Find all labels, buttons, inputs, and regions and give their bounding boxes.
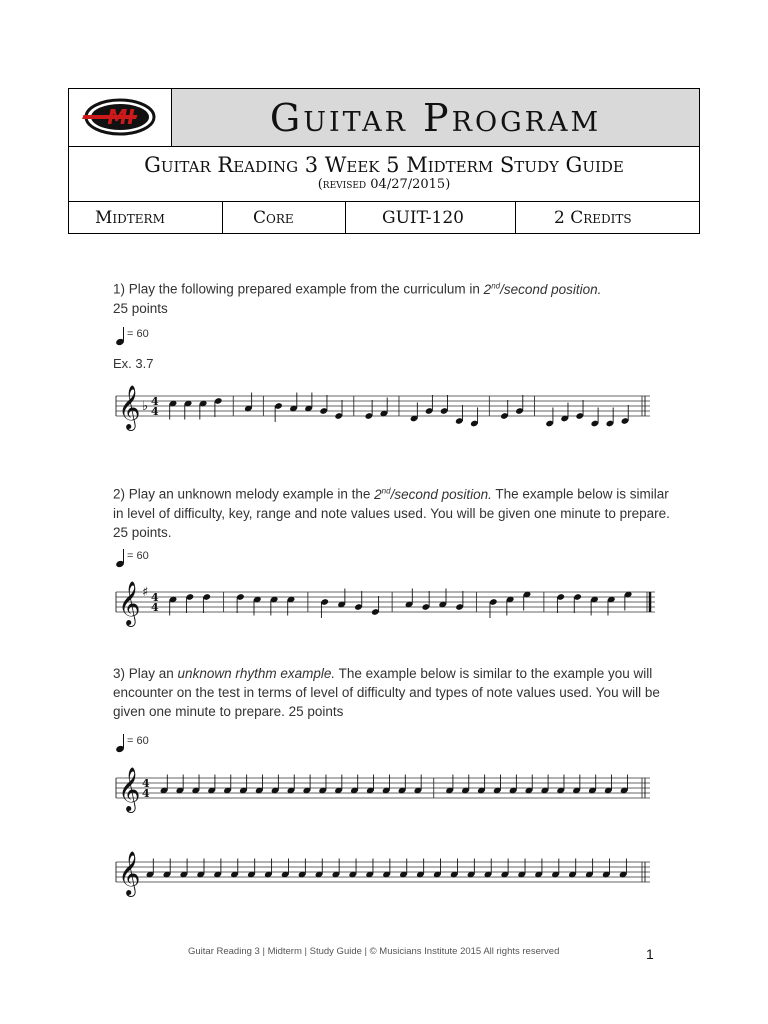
quarter-note-icon — [115, 547, 127, 569]
tempo-marking-1 — [115, 325, 175, 347]
question-2-ordinal: nd — [381, 486, 391, 495]
treble-clef-icon: 𝄞 — [118, 851, 141, 895]
treble-clef-icon: 𝄞 — [118, 767, 141, 811]
cell-midterm: Midterm — [69, 202, 223, 233]
question-1-text: 1) Play the following prepared example from the curriculum in — [113, 281, 484, 297]
page-number: 1 — [646, 946, 654, 962]
question-3-details: The example below is similar to the example you will encounter on the test in terms of level of difficulty and types of note values used. You will be given one minute to prepare. 25 points — [113, 666, 660, 719]
treble-clef-icon: 𝄞 — [118, 581, 141, 625]
tempo-value-1: = 60 — [127, 328, 149, 340]
revised-date: (revised 04/27/2015) — [317, 177, 451, 192]
question-2-details: The example below is similar in level of difficulty, key, range and note values used. You will be given one minute to prepare. 25 points. — [113, 486, 670, 540]
header-middle-row — [69, 147, 699, 202]
mi-logo — [69, 89, 171, 146]
example-label: Ex. 3.7 — [113, 356, 154, 371]
question-3 — [113, 664, 673, 721]
page-footer: Guitar Reading 3 | Midterm | Study Guide | © Musicians Institute 2015 All rights reserved — [188, 946, 560, 957]
tempo-marking-2 — [115, 547, 175, 569]
header-top-row — [69, 89, 699, 147]
cell-credits: 2 Credits — [554, 207, 632, 228]
question-3-lead: 3) Play an — [113, 666, 178, 681]
question-1: 1) Play the following prepared example from the curriculum in 2nd/second position. 25 points — [113, 281, 602, 316]
question-1-position: /second position. — [500, 281, 602, 297]
tempo-value-2: = 60 — [127, 550, 149, 562]
time-signature-top: 4 — [142, 777, 150, 790]
time-signature-bottom: 4 — [151, 601, 159, 614]
question-2-text: 2) Play an unknown melody example in the — [113, 486, 375, 502]
tempo-value-3: = 60 — [127, 735, 149, 747]
time-signature-top: 4 — [151, 395, 159, 408]
logo-text: MI — [107, 105, 135, 129]
header-table — [68, 88, 700, 234]
rhythm-staff-2 — [114, 848, 654, 904]
study-guide-title: Guitar Reading 3 Week 5 Midterm Study Guide — [144, 153, 624, 177]
time-signature-top: 4 — [151, 591, 159, 604]
key-signature-icon: ♭ — [142, 399, 149, 414]
tempo-marking-3 — [115, 732, 175, 754]
question-2-position: /second position. — [390, 486, 492, 502]
rhythm-staff-1 — [114, 764, 654, 820]
question-3-italic: unknown rhythm example. — [177, 666, 336, 681]
music-staff-2 — [114, 578, 659, 634]
question-1-points: 25 points — [113, 300, 168, 316]
quarter-note-icon — [115, 732, 127, 754]
time-signature-bottom: 4 — [142, 787, 150, 800]
music-staff-1 — [114, 382, 654, 438]
time-signature-bottom: 4 — [151, 405, 159, 418]
question-1-ordinal: nd — [491, 281, 501, 290]
header-info-row — [69, 202, 699, 233]
question-2: 2) Play an unknown melody example in the 2nd/second position. The example below is similar in level of difficulty, key, range and note values used. You will be given one minute to prepare. 25 points. — [113, 486, 670, 540]
cell-core: Core — [223, 202, 346, 233]
key-signature-icon: ♯ — [142, 585, 149, 600]
treble-clef-icon: 𝄞 — [118, 385, 141, 429]
cell-course-code: GUIT-120 — [346, 202, 516, 233]
logo-cell — [69, 89, 172, 146]
program-title: Guitar Program — [172, 89, 699, 146]
quarter-note-icon — [115, 325, 127, 347]
